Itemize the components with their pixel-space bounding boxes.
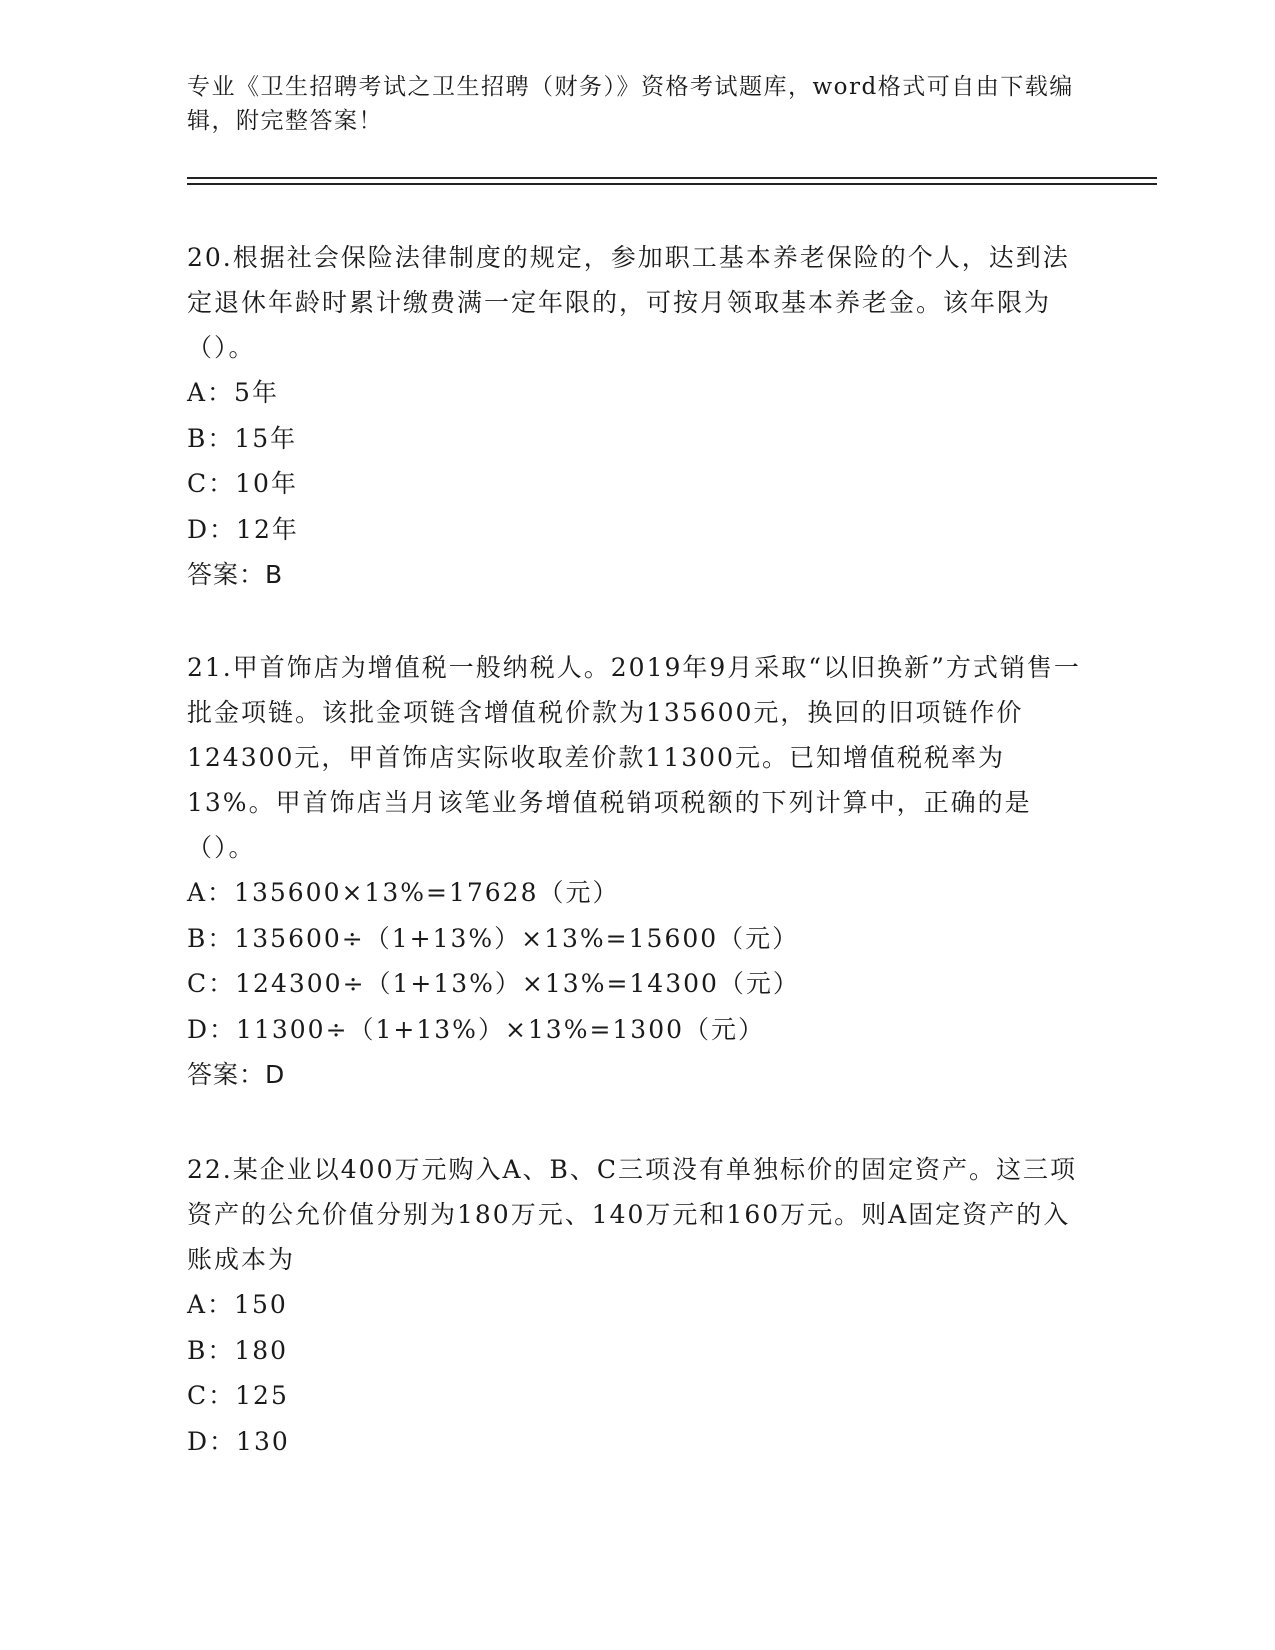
option-d: D：130 bbox=[187, 1426, 290, 1456]
question-stem: 22.某企业以400万元购入A、B、C三项没有单独标价的固定资产。这三项资产的公允价值分别为180万元、140万元和160万元。则A固定资产的入账成本为 bbox=[187, 1155, 1078, 1274]
answer-line: 答案：D bbox=[187, 1060, 286, 1089]
answer-line: 答案：B bbox=[187, 560, 284, 589]
option-a: A：135600×13%=17628（元） bbox=[187, 878, 620, 907]
option-a: A：150 bbox=[187, 1290, 288, 1319]
option-c: C：125 bbox=[187, 1381, 289, 1410]
question-21 bbox=[187, 645, 1087, 1097]
document-header bbox=[187, 70, 1087, 138]
question-stem: 20.根据社会保险法律制度的规定，参加职工基本养老保险的个人，达到法定退休年龄时累计缴费满一定年限的，可按月领取基本养老金。该年限为（）。 bbox=[187, 243, 1070, 362]
option-b: B：135600÷（1+13%）×13%=15600（元） bbox=[187, 923, 800, 953]
question-stem: 21.甲首饰店为增值税一般纳税人。2019年9月采取“以旧换新”方式销售一批金项链。该批金项链含增值税价款为135600元，换回的旧项链作价124300元，甲首饰店实际收取差价款11300元。已知增值税税率为13%。甲首饰店当月该笔业务增值税销项税额的下列计算中，正确的是（）。 bbox=[187, 653, 1081, 862]
option-b: B：180 bbox=[187, 1335, 289, 1365]
header-divider-bottom bbox=[187, 183, 1157, 185]
option-b: B：15年 bbox=[187, 423, 298, 453]
question-22 bbox=[187, 1147, 1087, 1464]
header-divider-top bbox=[187, 177, 1157, 179]
option-d: D：11300÷（1+13%）×13%=1300（元） bbox=[187, 1014, 766, 1044]
option-c: C：10年 bbox=[187, 469, 298, 498]
header-text: 专业《卫生招聘考试之卫生招聘（财务）》资格考试题库，word格式可自由下载编辑，附完整答案！ bbox=[187, 74, 1074, 134]
option-d: D：12年 bbox=[187, 514, 299, 544]
question-20 bbox=[187, 235, 1087, 597]
option-a: A：5年 bbox=[187, 378, 279, 407]
option-c: C：124300÷（1+13%）×13%=14300（元） bbox=[187, 969, 800, 998]
